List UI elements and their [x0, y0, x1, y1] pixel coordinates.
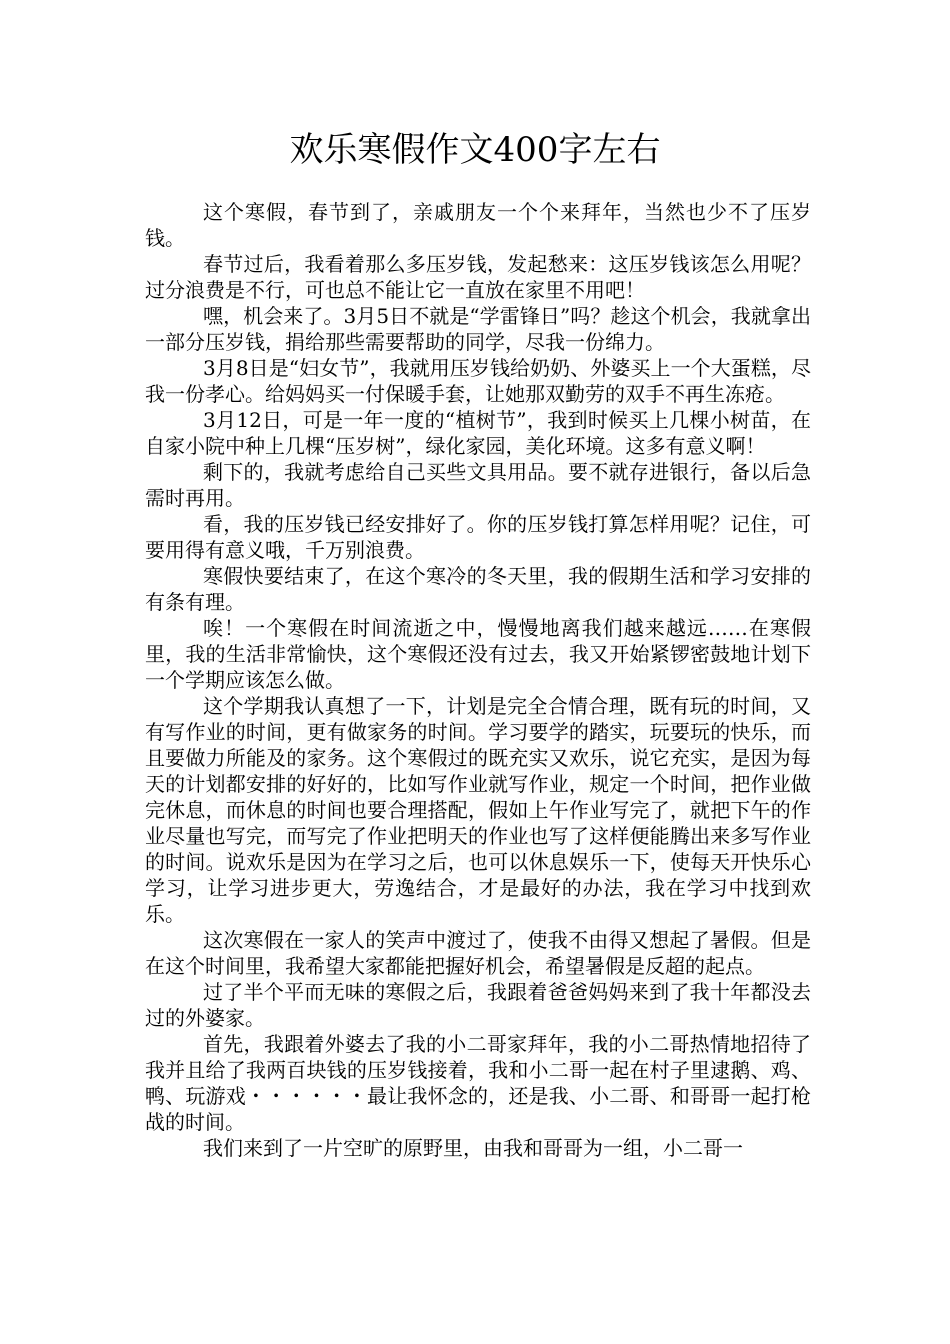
paragraph: 这个学期我认真想了一下，计划是完全合情合理，既有玩的时间，又有写作业的时间，更有做家务的时间。学习要学的踏实，玩要玩的快乐，而且要做力所能及的家务。这个寒假过的既充实又欢乐，说它充实，是因为每天的计划都安排的好好的，比如写作业就写作业，规定一个时间，把作业做完休息，而休息的时间也要合理搭配，假如上午作业写完了，就把下午的作业尽量也写完，而写完了作业把明天的作业也写了这样便能腾出来多写作业的时间。说欢乐是因为在学习之后，也可以休息娱乐一下，使每天开快乐心学习，让学习进步更大，劳逸结合，才是最好的办法，我在学习中找到欢乐。: [145, 694, 811, 926]
paragraph: 过了半个平而无味的寒假之后，我跟着爸爸妈妈来到了我十年都没去过的外婆家。: [145, 980, 811, 1030]
paragraph: 3月8日是“妇女节”，我就用压岁钱给奶奶、外婆买上一个大蛋糕，尽我一份孝心。给妈妈买一付保暖手套，让她那双勤劳的双手不再生冻疮。: [145, 356, 811, 406]
paragraph: 唉！一个寒假在时间流逝之中，慢慢地离我们越来越远……在寒假里，我的生活非常愉快，这个寒假还没有过去，我又开始紧锣密鼓地计划下一个学期应该怎么做。: [145, 616, 811, 692]
paragraph: 寒假快要结束了，在这个寒冷的冬天里，我的假期生活和学习安排的有条有理。: [145, 564, 811, 614]
paragraph: 首先，我跟着外婆去了我的小二哥家拜年，我的小二哥热情地招待了我并且给了我两百块钱的压岁钱接着，我和小二哥一起在村子里逮鹅、鸡、鸭、玩游戏・・・・・・最让我怀念的，还是我、小二哥、和哥哥一起打枪战的时间。: [145, 1032, 811, 1134]
document-body: [145, 199, 811, 1161]
paragraph: 这次寒假在一家人的笑声中渡过了，使我不由得又想起了暑假。但是在这个时间里，我希望大家都能把握好机会，希望暑假是反超的起点。: [145, 928, 811, 978]
paragraph: 嘿，机会来了。3月5日不就是“学雷锋日”吗？趁这个机会，我就拿出一部分压岁钱，捐给那些需要帮助的同学，尽我一份绵力。: [145, 304, 811, 354]
paragraph: 3月12日，可是一年一度的“植树节”，我到时候买上几棵小树苗，在自家小院中种上几棵“压岁树”，绿化家园，美化环境。这多有意义啊！: [145, 408, 811, 458]
paragraph: 看，我的压岁钱已经安排好了。你的压岁钱打算怎样用呢？记住，可要用得有意义哦，千万别浪费。: [145, 512, 811, 562]
paragraph: 我们来到了一片空旷的原野里，由我和哥哥为一组，小二哥一: [203, 1136, 743, 1160]
document-title: 欢乐寒假作文400字左右: [289, 130, 661, 170]
paragraph: 剩下的，我就考虑给自己买些文具用品。要不就存进银行，备以后急需时再用。: [145, 460, 811, 510]
paragraph: 这个寒假，春节到了，亲戚朋友一个个来拜年，当然也少不了压岁钱。: [145, 200, 811, 250]
paragraph: 春节过后，我看着那么多压岁钱，发起愁来：这压岁钱该怎么用呢？过分浪费是不行，可也总不能让它一直放在家里不用吧！: [145, 252, 811, 302]
